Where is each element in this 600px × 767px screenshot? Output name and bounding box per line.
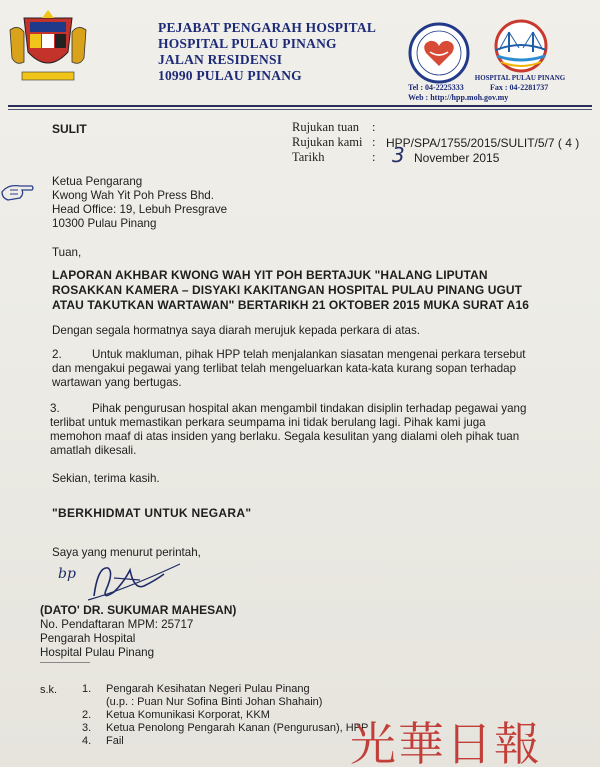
cc-item-number xyxy=(82,696,106,709)
letterhead-line3: JALAN RESIDENSI xyxy=(158,52,283,67)
signatory-name: (DATO' DR. SUKUMAR MAHESAN) xyxy=(40,603,237,617)
closing-line: Sekian, terima kasih. xyxy=(52,472,160,485)
opening-paragraph: Dengan segala hormatnya saya diarah merujuk kepada perkara di atas. xyxy=(52,324,420,337)
signatory-title2: Hospital Pulau Pinang xyxy=(40,646,155,659)
signature-initials: bp xyxy=(58,566,76,582)
para2-line3: wartawan yang bertugas. xyxy=(52,376,182,389)
letterhead-tel: Tel : 04-2225333 xyxy=(408,83,464,92)
recipient-line1: Ketua Pengarang xyxy=(52,175,143,188)
para3-line2: terlibat untuk memastikan perkara seumpama ini tidak berulang lagi. Pihak kami juga xyxy=(50,416,486,429)
classification-label: SULIT xyxy=(52,122,87,136)
ref-tuan-label: Rujukan tuan xyxy=(292,120,360,134)
signatory-title1: Pengarah Hospital xyxy=(40,632,136,645)
header-rule xyxy=(8,105,592,107)
letterhead-fax: Fax : 04-2281737 xyxy=(490,83,549,92)
cc-label: s.k. xyxy=(40,684,58,696)
hospital-logo-caption: HOSPITAL PULAU PINANG xyxy=(474,74,566,82)
ref-kami-label: Rujukan kami xyxy=(292,135,363,149)
ref-tuan-colon: : xyxy=(372,120,376,134)
signatory-mpm: No. Pendaftaran MPM: 25717 xyxy=(40,618,194,631)
letterhead-line1: PEJABAT PENGARAH HOSPITAL xyxy=(158,20,377,35)
subject-line1: LAPORAN AKHBAR KWONG WAH YIT POH BERTAJUK "HALANG LIPUTAN xyxy=(52,268,488,282)
subject-line2: ROSAKKAN KAMERA – DISYAKI KAKITANGAN HOSPITAL PULAU PINANG UGUT xyxy=(52,283,523,297)
sign-intro: Saya yang menurut perintah, xyxy=(52,546,201,559)
para3-line3: memohon maaf di atas insiden yang berlaku. Segala kesulitan yang dialami oleh pihak tuan xyxy=(50,430,520,443)
cc-item-text: Fail xyxy=(106,735,124,747)
cc-item xyxy=(82,683,442,696)
recipient-line2: Kwong Wah Yit Poh Press Bhd. xyxy=(52,189,214,202)
header-rule-thin xyxy=(8,109,592,110)
recipient-line3: Head Office: 19, Lebuh Presgrave xyxy=(52,203,228,216)
cc-item-text: Ketua Penolong Pengarah Kanan (Pengurusan), HPP xyxy=(106,722,369,734)
ref-kami-colon: : xyxy=(372,135,376,149)
recipient-line4: 10300 Pulau Pinang xyxy=(52,217,157,230)
para3-line1: Pihak pengurusan hospital akan mengambil tindakan disiplin terhadap pegawai yang xyxy=(92,402,527,415)
heart-circle-logo xyxy=(408,22,470,84)
motto: "BERKHIDMAT UNTUK NEGARA" xyxy=(52,506,252,520)
subject-line3: ATAU TAKUTKAN WARTAWAN" BERTARIKH 21 OKTOBER 2015 MUKA SURAT A16 xyxy=(52,298,530,312)
pointing-hand-stamp-icon xyxy=(0,178,36,204)
coat-of-arms-logo xyxy=(8,10,88,86)
tiny-footnote-line xyxy=(40,662,90,663)
newspaper-watermark: 光華日報 xyxy=(350,717,542,767)
cc-item-number: 4. xyxy=(82,735,92,747)
hospital-bridge-logo xyxy=(483,18,559,74)
para2-number: 2. xyxy=(52,348,62,361)
letterhead-line2: HOSPITAL PULAU PINANG xyxy=(158,36,337,51)
cc-item-text: Ketua Komunikasi Korporat, KKM xyxy=(106,709,270,721)
letterhead-web: Web : http://hpp.moh.gov.my xyxy=(408,93,509,102)
cc-item-number: 1. xyxy=(82,683,92,695)
cc-item-text: (u.p. : Puan Nur Sofina Binti Johan Shahain) xyxy=(106,696,323,708)
cc-item-number: 2. xyxy=(82,709,92,721)
tarikh-label: Tarikh xyxy=(292,150,325,164)
tarikh-handwritten-day: 3 xyxy=(392,143,405,167)
para3-line4: amatlah dikesali. xyxy=(50,444,137,457)
tarikh-value: November 2015 xyxy=(414,151,500,165)
cc-item-number: 3. xyxy=(82,722,92,734)
cc-item-text: Pengarah Kesihatan Negeri Pulau Pinang xyxy=(106,683,310,695)
signature-scribble xyxy=(84,556,184,606)
ref-kami-value: HPP/SPA/1755/2015/SULIT/5/7 ( 4 ) xyxy=(386,136,580,150)
letterhead-line4: 10990 PULAU PINANG xyxy=(158,68,302,83)
para2-line1: Untuk makluman, pihak HPP telah menjalankan siasatan mengenai perkara tersebut xyxy=(92,348,526,361)
para2-line2: dan mengakui pegawai yang terlibat telah mengeluarkan kata-kata kurang sopan terhadap xyxy=(52,362,517,375)
para3-number: 3. xyxy=(50,402,60,415)
tarikh-colon: : xyxy=(372,150,376,164)
salutation: Tuan, xyxy=(52,246,82,259)
